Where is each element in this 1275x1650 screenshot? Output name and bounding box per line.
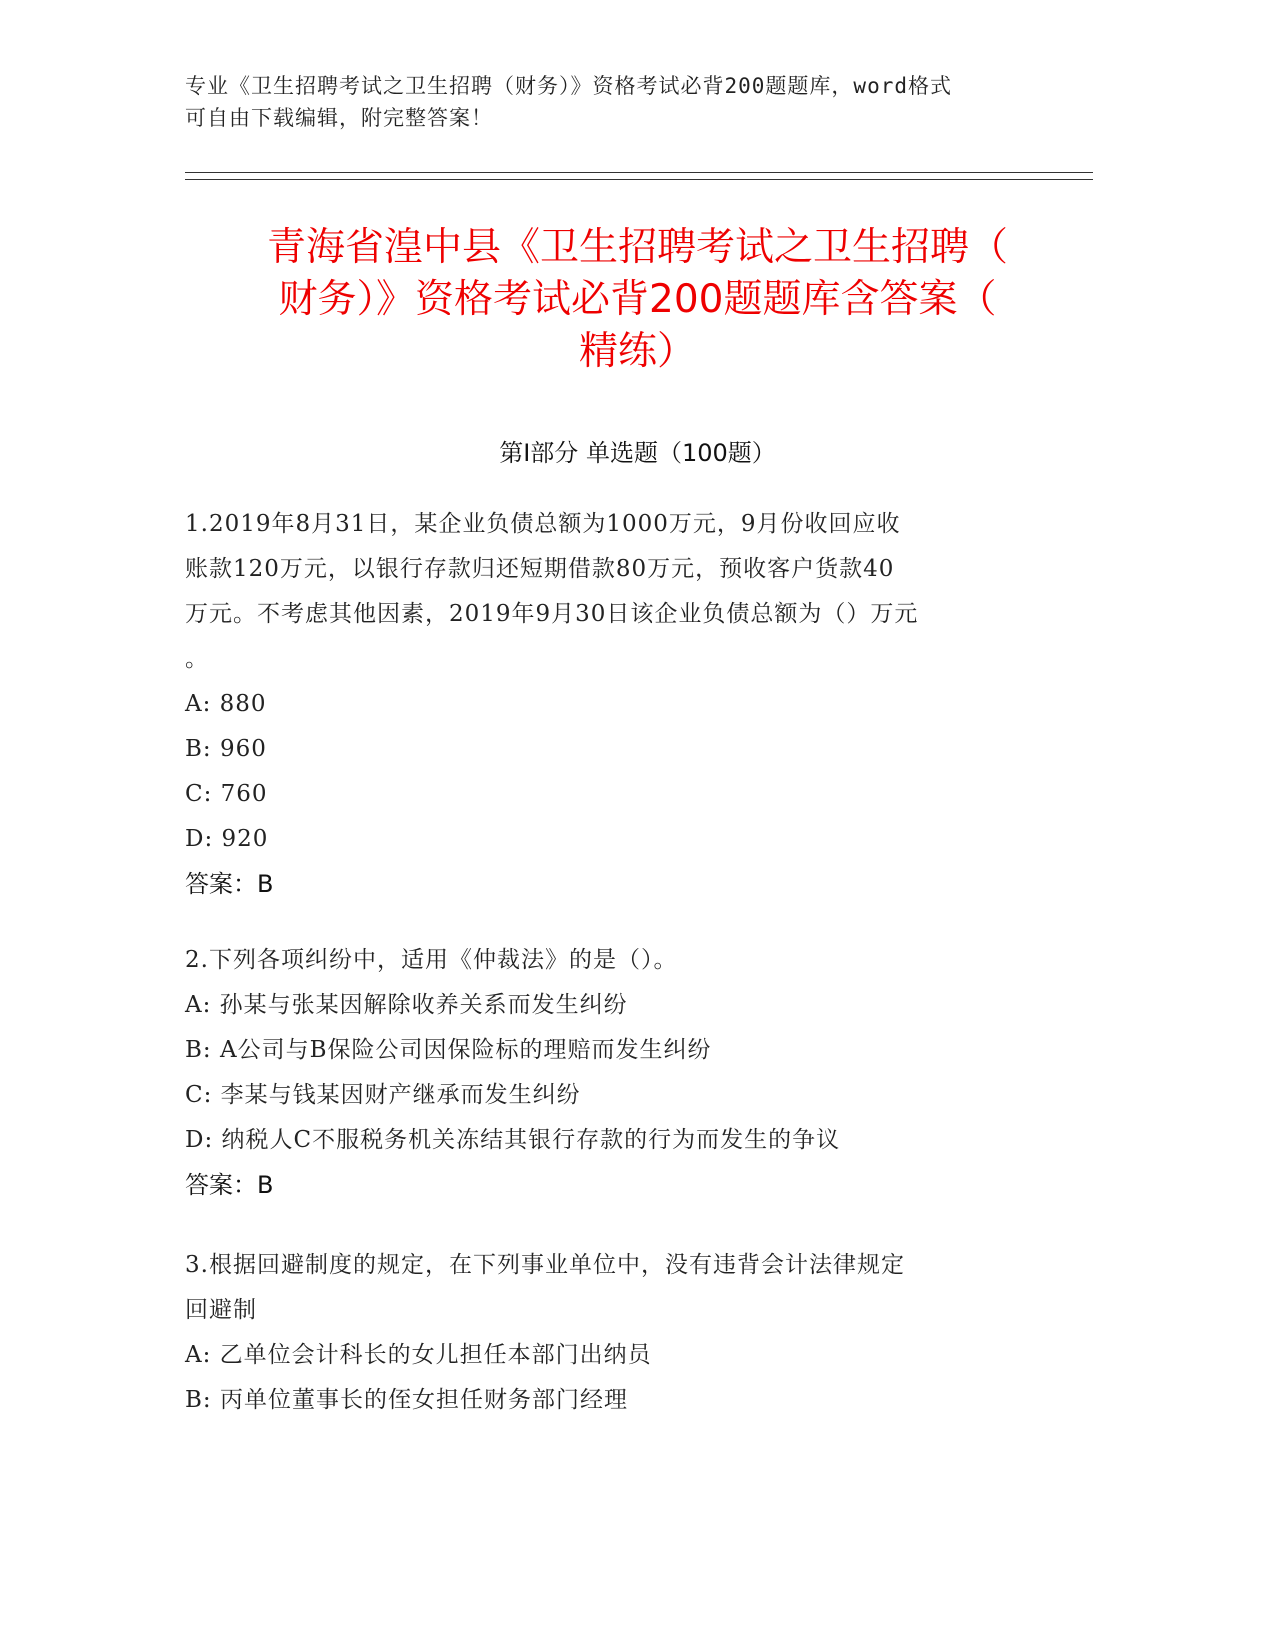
question-3-option-b: B: 丙单位董事长的侄女担任财务部门经理 [185, 1387, 628, 1413]
question-3 [185, 1243, 1090, 1423]
question-2-answer: 答案：B [185, 1171, 274, 1199]
question-3-stem-line-1: 3.根据回避制度的规定，在下列事业单位中，没有违背会计法律规定 [185, 1252, 905, 1278]
question-1-option-c: C: 760 [185, 781, 268, 807]
header-divider-bottom [185, 179, 1093, 180]
question-1 [185, 502, 1090, 907]
question-2 [185, 938, 1090, 1208]
section-title: 第I部分 单选题（100题） [499, 439, 776, 467]
question-1-stem-line-4: 。 [185, 646, 209, 672]
question-1-answer: 答案：B [185, 870, 274, 898]
document-title-line-3: 精练） [578, 329, 696, 374]
question-2-option-a: A: 孙某与张某因解除收养关系而发生纠纷 [185, 992, 628, 1018]
document-title-line-1: 青海省湟中县《卫生招聘考试之卫生招聘（ [266, 225, 1008, 270]
question-2-option-c: C: 李某与钱某因财产继承而发生纠纷 [185, 1082, 581, 1108]
question-1-stem-line-2: 账款120万元，以银行存款归还短期借款80万元，预收客户货款40 [185, 556, 895, 582]
question-2-option-d: D: 纳税人C不服税务机关冻结其银行存款的行为而发生的争议 [185, 1127, 841, 1153]
document-title [185, 222, 1090, 378]
document-title-line-2: 财务）》资格考试必背200题题库含答案（ [278, 277, 997, 322]
question-3-stem-line-2: 回避制 [185, 1297, 257, 1323]
question-2-stem-line-1: 2.下列各项纠纷中，适用《仲裁法》的是（）。 [185, 947, 678, 973]
question-1-option-b: B: 960 [185, 736, 267, 762]
question-3-option-a: A: 乙单位会计科长的女儿担任本部门出纳员 [185, 1342, 652, 1368]
header-note-line-2: 可自由下载编辑，附完整答案！ [185, 106, 493, 130]
header-note [185, 70, 1065, 134]
question-1-option-a: A: 880 [185, 691, 267, 717]
question-1-option-d: D: 920 [185, 826, 269, 852]
header-note-line-1: 专业《卫生招聘考试之卫生招聘（财务）》资格考试必背200题题库，word格式 [185, 74, 952, 98]
question-1-stem-line-3: 万元。不考虑其他因素，2019年9月30日该企业负债总额为（）万元 [185, 601, 919, 627]
question-2-option-b: B: A公司与B保险公司因保险标的理赔而发生纠纷 [185, 1037, 712, 1063]
question-1-stem-line-1: 1.2019年8月31日，某企业负债总额为1000万元，9月份收回应收 [185, 511, 901, 537]
header-divider-top [185, 172, 1093, 173]
